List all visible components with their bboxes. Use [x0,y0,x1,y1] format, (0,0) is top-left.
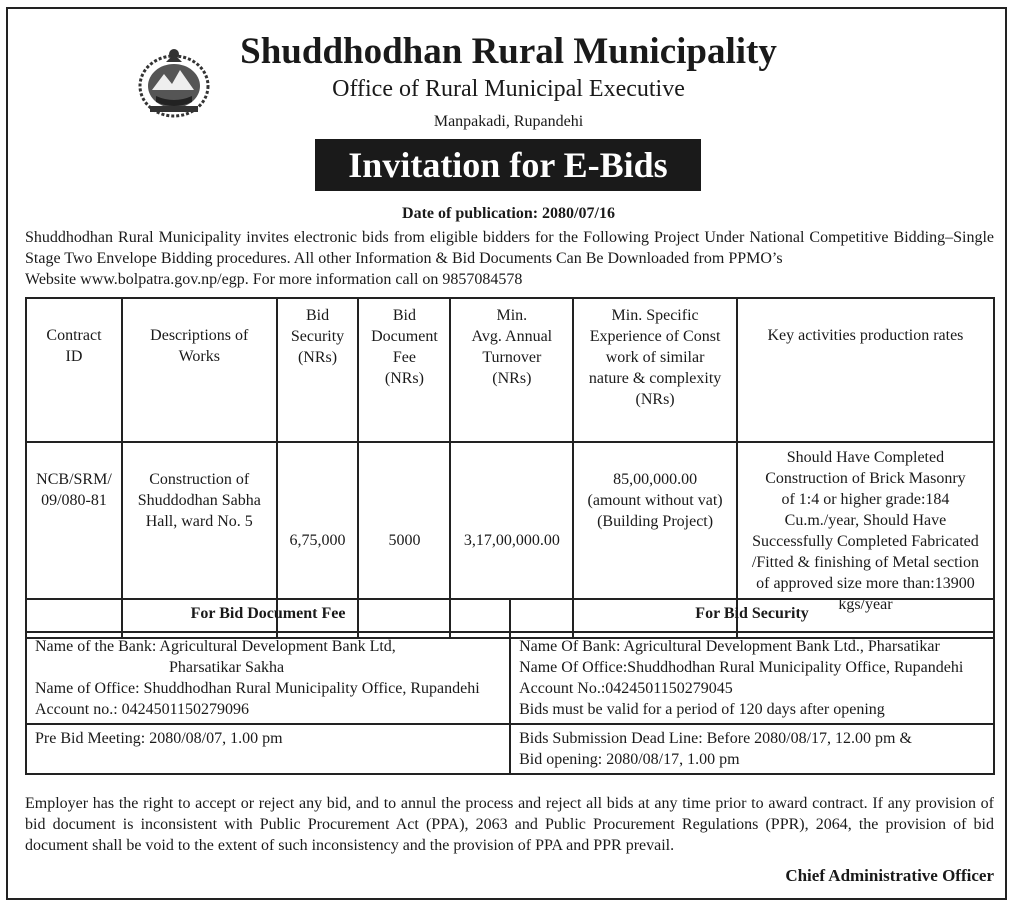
header-bid-security [277,298,359,442]
deadline-text: Bids Submission Dead Line: Before 2080/08/17, 12.00 pm & [519,730,912,747]
submission-deadline [510,724,994,774]
cell-key-activities-line: /Fitted & finishing of Metal section [751,554,979,571]
cell-key-activities-line: Cu.m./year, Should Have [784,512,947,529]
header-bid-fee-line: Document [371,328,438,345]
header-experience-line: Experience of Const [589,328,721,345]
header-bid-fee-line: Fee [392,349,416,366]
header-bid-security-line: Security [290,328,345,345]
bid-opening-text: Bid opening: 2080/08/17, 1.00 pm [519,751,740,768]
notice-banner: Invitation for E-Bids [315,139,701,191]
signatory: Chief Administrative Officer [785,866,994,885]
header-turnover-line: Min. [496,307,528,324]
publication-date: Date of publication: 2080/07/16 [402,205,615,222]
cell-key-activities-line: of 1:4 or higher grade:184 [781,491,950,508]
header-bid-fee [358,298,450,442]
intro-contact: Website www.bolpatra.gov.np/egp. For more information call on 9857084578 [25,271,523,288]
cell-experience-line: (Building Project) [597,513,714,530]
cell-contract-id-line: NCB/SRM/ [36,471,112,488]
cell-descriptions-line: Hall, ward No. 5 [145,513,253,530]
header-experience-line: nature & complexity [588,370,722,387]
security-bank-details [510,632,994,724]
cell-descriptions-line: Shuddodhan Sabha [137,492,261,509]
header-bid-security-line: Bid [305,307,330,324]
header-contract-id [26,298,122,442]
header-turnover [450,298,573,442]
cell-key-activities-line: of approved size more than:13900 [756,575,975,592]
header-experience-line: (NRs) [635,391,675,408]
cell-experience-line: (amount without vat) [587,492,723,509]
terms-paragraph: Employer has the right to accept or reject any bid, and to annul the process and reject all bids at any time prior to award contract. If any provision of bid document is inconsistent with Public Procurement Act (PPA), 2063 and Public Procurement Regulations (PPR), 2064, the provision of bid document shall be void to the extent of such inconsistency and the provision of PPA and PPR prevail. [25,795,994,854]
cell-bid-fee: 5000 [358,442,450,638]
intro-text: Shuddhodhan Rural Municipality invites electronic bids from eligible bidders for the Following Project Under National Competitive Bidding–Single Stage Two Envelope Bidding procedures. All other Information & Bid Documents Can Be Downloaded from PPMO’s [25,229,994,267]
header-experience-line: work of similar [605,349,705,366]
fee-header: For Bid Document Fee [26,599,510,632]
header-bid-fee-line: Bid [392,307,416,324]
cell-bid-security: 6,75,000 [277,442,359,638]
cell-key-activities-line: kgs/year [838,596,893,613]
security-header: For Bid Security [510,599,994,632]
municipality-name: Shuddhodhan Rural Municipality [240,31,777,72]
header-turnover-line: Turnover [482,349,542,366]
pre-bid-meeting: Pre Bid Meeting: 2080/08/07, 1.00 pm [26,724,510,774]
header-bid-security-line: (NRs) [297,349,338,366]
fee-bank-details [26,632,510,724]
fee-bank-branch: Pharsatikar Sakha [169,659,285,676]
cell-descriptions-line: Construction of [149,471,250,488]
cell-experience-line: 85,00,000.00 [613,471,698,488]
cell-contract-id-line: 09/080-81 [41,492,107,509]
header-key-activities [737,298,994,442]
cell-key-activities-line: Successfully Completed Fabricated [752,533,979,550]
header-turnover-line: Avg. Annual [471,328,553,345]
cell-key-activities-line: Construction of Brick Masonry [765,470,966,487]
bid-validity: Bids must be valid for a period of 120 days after opening [519,701,885,718]
header-experience-line: Min. Specific [611,307,699,324]
header-descriptions-line: Works [178,348,220,365]
location: Manpakadi, Rupandehi [433,113,584,130]
table-header-row [26,298,994,442]
fee-office-name: Name of Office: Shuddhodhan Rural Municipality Office, Rupandehi [35,680,480,697]
security-account-no: Account No.:0424501150279045 [519,680,733,697]
security-bank-name: Name Of Bank: Agricultural Development Bank Ltd., Pharsatikar [519,638,940,655]
bank-details-table [25,598,995,775]
header-bid-fee-line: (NRs) [384,370,424,387]
header-descriptions-line: Descriptions of [150,327,249,344]
office-name: Office of Rural Municipal Executive [332,76,685,102]
bid-details-table [25,297,995,639]
security-office-name: Name Of Office:Shuddhodhan Rural Municipality Office, Rupandehi [519,659,964,676]
header-experience [573,298,737,442]
fee-account-no: Account no.: 0424501150279096 [35,701,250,718]
cell-turnover: 3,17,00,000.00 [450,442,573,638]
header-key-activities-line: Key activities production rates [767,327,964,344]
fee-bank-name: Name of the Bank: Agricultural Development Bank Ltd, [35,638,396,655]
header-contract-id-line: ID [65,348,83,365]
intro-paragraph [25,227,994,290]
cell-key-activities-line: Should Have Completed [786,449,945,466]
header-contract-id-line: Contract [46,327,102,344]
header-descriptions [122,298,277,442]
header-turnover-line: (NRs) [492,370,532,387]
